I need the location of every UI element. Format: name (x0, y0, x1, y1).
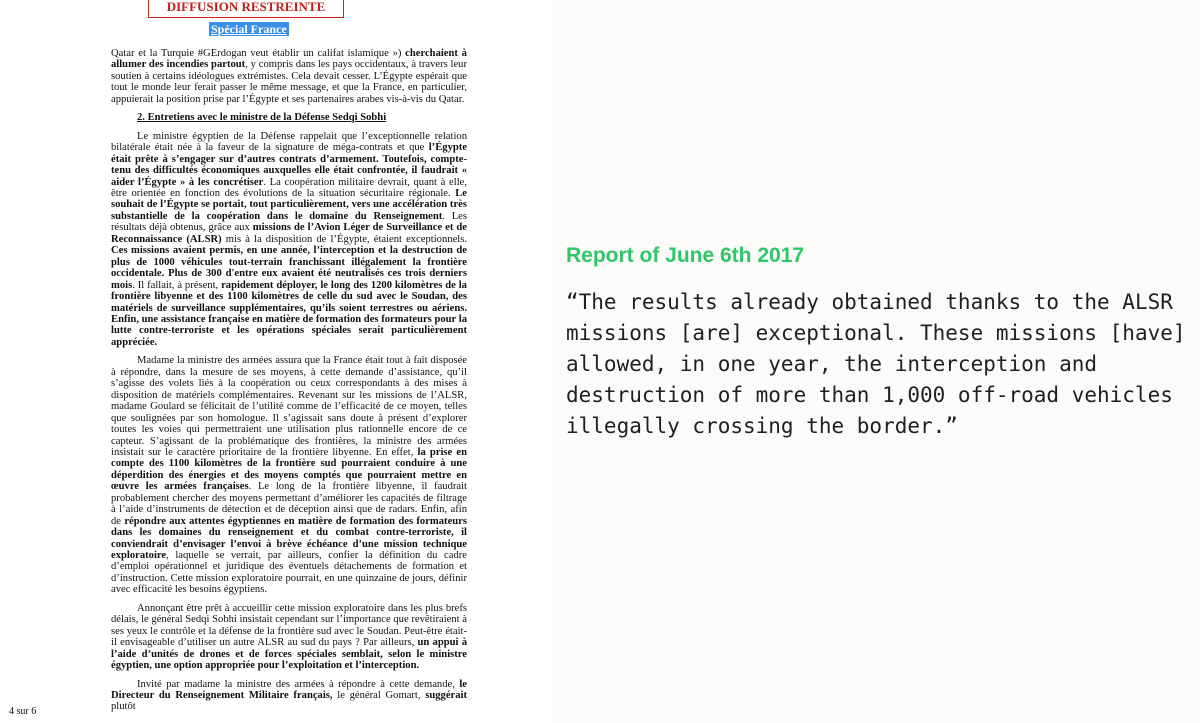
bold-run: répondre aux attentes égyptiennes en matière de formation des formateurs dans les domaines du renseignement et du combat contre-terroriste, il conviendrait d’envisager l’envoi à brève échéance d’une mission technique exploratoire (111, 515, 467, 562)
bold-run: suggérait (425, 690, 468, 702)
text-run: . La coopération militaire devrait, quant à elle, être orientée en fonction des évolutions de la situation sécuritaire régionale. (111, 176, 467, 199)
text-run: . Il fallait, à présent, (132, 279, 222, 291)
text-run: Qatar et la Turquie #GErdogan veut établir un califat islamique ») (111, 48, 406, 59)
bold-run: un appui à l’aide d’unités de drones et de forces spéciales semblait, selon le ministre égyptien, une option appropriée pour l’exploitation et l’interception. (111, 637, 467, 672)
bold-run: cherchaient à allumer des incendies partout (111, 48, 467, 71)
page-number: 4 sur 6 (9, 706, 37, 717)
bold-run: rapidement déployer, le long des 1200 kilomètres de la frontière libyenne et des 1100 kilomètres de celle du sud avec le Soudan, des matériels de surveillance supplémentaires, qu’ils soient terrestres ou aériens. Enfin, une assistance française en matière de formation des formateurs pour la lutte contre-terroriste et les opérations spéciales serait particulièrement appréciée. (111, 279, 467, 348)
text-run: Invité par madame la ministre des armées à répondre à cette demande, (137, 678, 460, 690)
paragraph-5 (111, 679, 467, 713)
bold-run: Le souhait de l’Égypte se portait, tout particulièrement, vers une accélération très substantielle de la coopération dans le domaine du Renseignement (111, 187, 467, 222)
bold-run: le Directeur du Renseignement Militaire français, (111, 678, 467, 702)
report-title: Report of June 6th 2017 (566, 244, 805, 267)
report-quote: “The results already obtained thanks to the ALSR missions [are] exceptional. These missions [have] allowed, in one year, the interception and destruction of more than 1,000 off-road vehicles illegally crossing the border.” (566, 290, 1186, 438)
text-run: mis à la disposition de l’Égypte, étaient exceptionnels. (221, 233, 467, 245)
special-france-label[interactable]: Spécial France (211, 22, 287, 36)
bold-run: la prise en compte des 1100 kilomètres de la frontière sud pourraient conduire à une déperdition des énergies et des moyens comptés que pourraient mettre en œuvre les armées françaises (111, 446, 467, 493)
section-heading: 2. Entretiens avec le ministre de la Défense Sedqi Sobhi (137, 112, 387, 124)
paragraph-1 (111, 48, 467, 105)
text-run: , y compris dans les pays occidentaux, à travers leur soutien à certains idéologues extrémistes. Cela devait cesser. L’Égypte espérait que tout le monde leur ferait passer le même message, et que la France, en particulier, appuierait la position prise par l’Égypte et ses partenaires arabes vis-à-vis du Qatar. (111, 59, 468, 105)
text-run: , laquelle se verrait, par ailleurs, confier la définition du cadre d’emploi opérationnel et juridique des éventuels détachements de formation et d’instruction. Cette mission exploratoire pourrait, en une quinzaine de jours, définir avec efficacité les besoins égyptiens. (111, 550, 467, 596)
text-run: . Le long de la frontière libyenne, il faudrait probablement chercher des moyens permettant d’améliorer les capacités de filtrage à l’aide d’instruments de détection et de déception ainsi que de radars. Enfin, afin de (111, 481, 467, 527)
bold-run: Ces missions avaient permis, en une année, l’interception et la destruction de plus de 1000 véhicules tout-terrain franchissant illégalement la frontière occidentale. Plus de 300 d'entre eux avaient été neutralisés ces trois derniers mois (111, 245, 467, 291)
paragraph-4 (111, 603, 467, 672)
text-run: Le ministre égyptien de la Défense rappelait que l’exceptionnelle relation bilatérale était née à la faveur de la signature de méga-contrats et que (111, 130, 467, 154)
document-page (0, 0, 552, 723)
bold-run: l’Égypte était prête à s’engager sur d’autres contrats d’armement. Toutefois, compte-tenu des difficultés économiques auxquelles elle était confrontée, il faudrait « aider l’Égypte » à les concrétiser (111, 142, 467, 188)
paragraph-3 (111, 355, 467, 596)
bold-run: missions de l’Avion Léger de Surveillance et de Reconnaissance (ALSR) (111, 222, 467, 245)
text-run: Annonçant être prêt à accueillir cette mission exploratoire dans les plus brefs délais, le général Sedqi Sobhi insistait cependant sur l’importance que revêtiraient à ses yeux le contrôle et la défense de la frontière sud avec le Soudan. Peut-être était-il envisageable d’utiliser un autre ALSR au sud du pays ? Par ailleurs, (111, 602, 467, 649)
text-run: le général Gomart, (332, 690, 426, 702)
text-run: plutôt (111, 701, 136, 713)
classification-stamp: DIFFUSION RESTREINTE (148, 0, 344, 18)
paragraph-2 (111, 131, 467, 349)
commentary-panel (566, 0, 1200, 723)
document-body (111, 48, 467, 720)
text-run: . Les résultats déjà obtenus, grâce aux (111, 210, 468, 234)
text-run: Madame la ministre des armées assura que la France était tout à fait disposée à répondre, dans la mesure de ses moyens, à cette demande d’assistance, qu’il s’agisse des volets liés à la coopération ou ceux correspondants à des mises à disposition de matériels complémentaires. Revenant sur les missions de l’ALSR, madame Goulard se félicitait de l’utilité comme de l’efficacité de ce moyen, telles que soulignées par son homologue. Il s’agissait sans doute à présent d’explorer toutes les voies qui permettraient une utilisation plus rationnelle encore de ce capteur. S’agissant de la problématique des frontières, la ministre des armées insistait sur le caractère prioritaire de la frontière libyenne. En effet, (111, 355, 467, 458)
